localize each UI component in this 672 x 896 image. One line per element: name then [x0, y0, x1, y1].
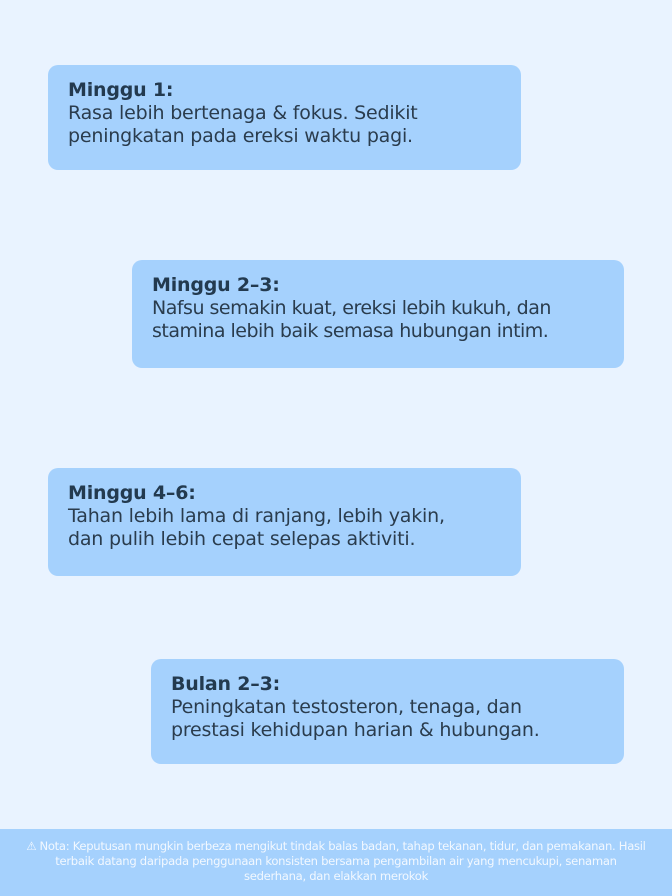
card-title: Minggu 2–3:	[152, 274, 280, 296]
timeline-card-week-2-3	[132, 260, 624, 368]
card-description: Nafsu semakin kuat, ereksi lebih kukuh, dan stamina lebih baik semasa hubungan intim.	[152, 297, 551, 342]
warning-icon: ⚠	[26, 839, 37, 853]
timeline-card-month-2-3	[151, 659, 624, 764]
card-title: Bulan 2–3:	[171, 673, 281, 695]
timeline-card-week-4-6	[48, 468, 521, 576]
card-description: Tahan lebih lama di ranjang, lebih yakin, dan pulih lebih cepat selepas aktiviti.	[68, 505, 445, 550]
disclaimer-text: Nota: Keputusan mungkin berbeza mengikut tindak balas badan, tahap tekanan, tidur, dan pemakanan. Hasil terbaik datang daripada penggunaan konsisten bersama pengambilan air yang mencukupi, senaman sederhana, dan elakkan merokok	[39, 839, 646, 883]
card-title: Minggu 4–6:	[68, 482, 196, 504]
disclaimer-footer	[0, 829, 672, 896]
card-description: Rasa lebih bertenaga & fokus. Sedikit peningkatan pada ereksi waktu pagi.	[68, 102, 418, 147]
timeline-card-week-1	[48, 65, 521, 170]
card-title: Minggu 1:	[68, 79, 174, 101]
card-description: Peningkatan testosteron, tenaga, dan prestasi kehidupan harian & hubungan.	[171, 696, 540, 741]
